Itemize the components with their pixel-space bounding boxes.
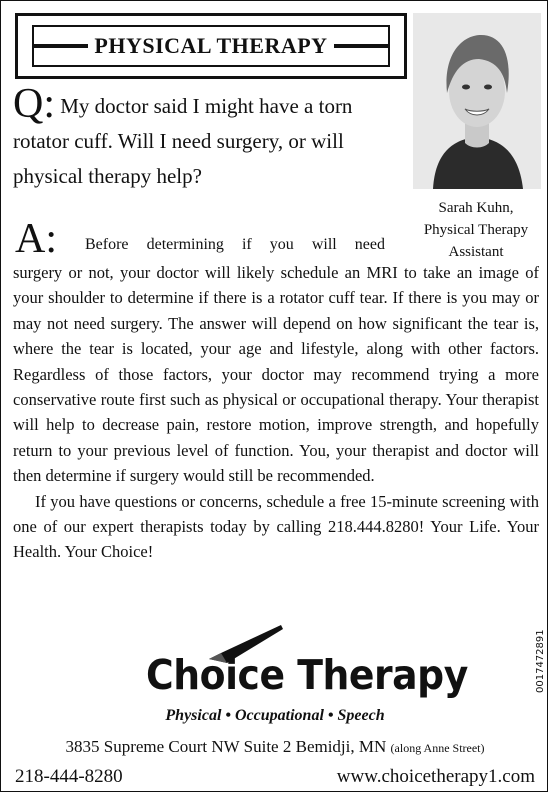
logo-text: Choice Therapy	[146, 651, 468, 699]
portrait-illustration	[413, 13, 541, 189]
street-address: 3835 Supreme Court NW Suite 2 Bemidji, MN	[65, 737, 387, 756]
call-to-action-paragraph: If you have questions or concerns, schedule a free 15-minute screening with one of our expert therapists today by calling 218.444.8280! Your Life. Your Health. Your Choice!	[13, 491, 539, 562]
answer-letter: A:	[15, 216, 57, 262]
page-title: PHYSICAL THERAPY	[88, 33, 333, 59]
author-title-line2: Assistant	[448, 244, 504, 260]
address-note: (along Anne Street)	[390, 741, 485, 755]
answer-body	[13, 260, 539, 565]
logo	[1, 623, 549, 703]
question-block	[13, 81, 393, 194]
author-name: Sarah Kuhn,	[438, 200, 514, 216]
header-frame	[15, 13, 407, 79]
ad-code: 0017472891	[535, 629, 546, 693]
question-text: My doctor said I might have a torn rotator cuff. Will I need surgery, or will physical therapy help?	[13, 94, 353, 188]
phone-number[interactable]: 218-444-8280	[15, 766, 123, 787]
header-inner-frame	[32, 25, 390, 67]
address-line	[1, 737, 549, 757]
answer-first-line: Before determining if you will need	[85, 236, 385, 253]
author-caption	[401, 197, 550, 263]
author-title-line1: Physical Therapy	[423, 222, 529, 238]
answer-paragraph: surgery or not, your doctor will likely schedule an MRI to take an image of your shoulder to determine if there is a rotator cuff tear. If there is you may or may not need surgery. The answer will depend on how significant the tear is, where the tear is located, your age and lifestyle, along with other factors. Regardless of those factors, your doctor may recommend trying a more conservative route first such as physical or occupational therapy. Your therapist will help to decrease pain, restore motion, improve strength, and hopefully return to your previous level of function. You, your therapist and doctor will then determine if surgery would still be recommended.	[13, 263, 539, 486]
services-line: Physical • Occupational • Speech	[165, 707, 385, 724]
question-letter: Q:	[13, 81, 55, 127]
portrait-photo	[413, 13, 541, 189]
website-link[interactable]: www.choicetherapy1.com	[336, 766, 535, 787]
